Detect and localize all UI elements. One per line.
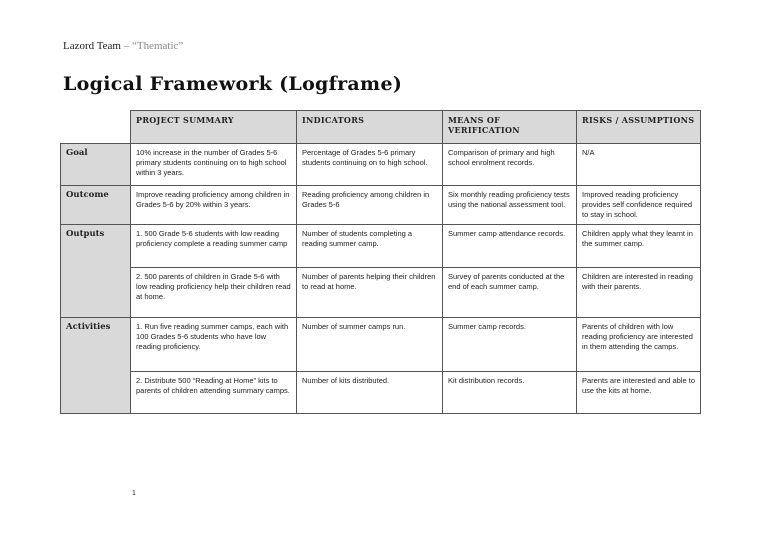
table-row [61,186,701,225]
table-cell: Children are interested in reading with their parents. [577,268,701,318]
table-cell: Summer camp attendance records. [443,225,577,268]
page-number: 1 [132,490,136,497]
table-cell: Number of kits distributed. [297,372,443,414]
table-cell: Reading proficiency among children in Grades 5-6 [297,186,443,225]
table-row [61,318,701,372]
table-cell: Number of students completing a reading summer camp. [297,225,443,268]
table-cell: Children apply what they learnt in the summer camp. [577,225,701,268]
page-title: Logical Framework (Logframe) [63,73,403,95]
table-cell: Number of parents helping their children to read at home. [297,268,443,318]
table-cell: 10% increase in the number of Grades 5-6 primary students continuing on to high school within 3 years. [131,144,297,186]
row-label-outcome: Outcome [61,186,131,225]
table-row [61,372,701,414]
table-cell: Percentage of Grades 5-6 primary students continuing on to high school. [297,144,443,186]
table-cell: Improve reading proficiency among children in Grades 5-6 by 20% within 3 years. [131,186,297,225]
table-row [61,268,701,318]
table-cell: Summer camp records. [443,318,577,372]
team-name: Lazord Team [63,40,121,52]
row-label-goal: Goal [61,144,131,186]
row-label-outputs: Outputs [61,225,131,318]
table-cell: Parents are interested and able to use the kits at home. [577,372,701,414]
column-header-project-summary: PROJECT SUMMARY [131,111,297,144]
table-cell: N/A [577,144,701,186]
table-cell: 2. 500 parents of children in Grade 5-6 with low reading proficiency help their children read at home. [131,268,297,318]
table-row [61,225,701,268]
theme-name: “Thematic” [131,40,184,52]
table-cell: Comparison of primary and high school enrolment records. [443,144,577,186]
table-cell: Six monthly reading proficiency tests using the national assessment tool. [443,186,577,225]
table-cell: Parents of children with low reading proficiency are interested in them attending the camps. [577,318,701,372]
logframe-table [60,110,701,414]
table-cell: Improved reading proficiency provides self confidence required to stay in school. [577,186,701,225]
row-label-activities: Activities [61,318,131,414]
table-cell: 1. 500 Grade 5-6 students with low reading proficiency complete a reading summer camp [131,225,297,268]
table-cell: 1. Run five reading summer camps, each with 100 Grades 5-6 students who have low reading proficiency. [131,318,297,372]
column-header-risks-assumptions: RISKS / ASSUMPTIONS [577,111,701,144]
column-header-means-of-verification: MEANS OF VERIFICATION [443,111,577,144]
page-header [63,40,183,52]
table-cell: Survey of parents conducted at the end of each summer camp. [443,268,577,318]
header-separator: – [123,40,130,52]
column-header-indicators: INDICATORS [297,111,443,144]
table-header-row [61,111,701,144]
table-cell: Kit distribution records. [443,372,577,414]
table-corner-cell [61,111,131,144]
table-cell: 2. Distribute 500 “Reading at Home” kits to parents of children attending summary camps. [131,372,297,414]
table-cell: Number of summer camps run. [297,318,443,372]
table-row [61,144,701,186]
